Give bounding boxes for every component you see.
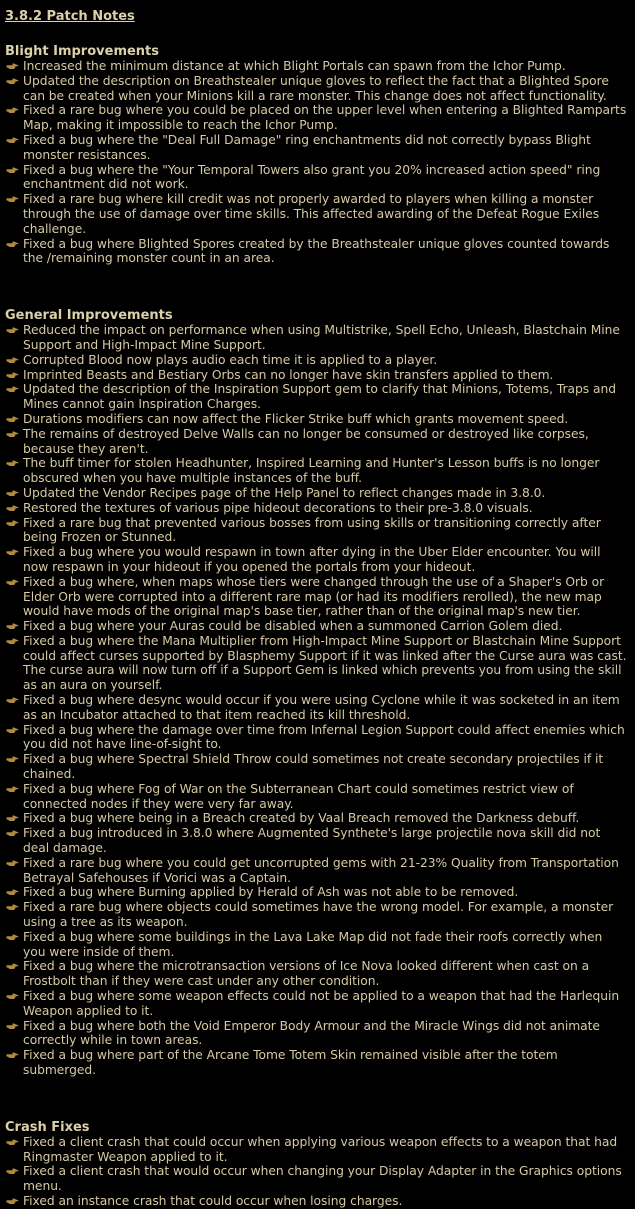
note-text: The remains of destroyed Delve Walls can no longer be consumed or destroyed like corpses, because they aren't. [23,426,589,456]
note-text: Fixed a bug where some buildings in the Lava Lake Map did not fade their roofs correctly when you were inside of them. [23,929,603,959]
note-item [5,1048,627,1078]
note-text: Updated the Vendor Recipes page of the Help Panel to reflect changes made in 3.8.0. [23,485,546,500]
pointing-hand-bullet-icon [6,326,19,335]
pointing-hand-bullet-icon [6,903,19,912]
note-text: Fixed a bug where being in a Breach created by Vaal Breach removed the Darkness debuff. [23,811,580,826]
notes-list [5,323,627,1078]
note-item [5,693,627,723]
note-text: Updated the description of the Inspiration Support gem to clarify that Minions, Totems, Traps and Mines cannot gain Inspiration Charges. [23,382,616,412]
note-item [5,723,627,753]
section-crash [5,1120,627,1209]
note-item [5,59,627,74]
note-item [5,856,627,886]
pointing-hand-bullet-icon [6,77,19,86]
note-item [5,516,627,546]
pointing-hand-bullet-icon [6,785,19,794]
note-text: Fixed a bug where desync would occur if you were using Cyclone while it was socketed in an item as an Incubator attached to that item reached its kill threshold. [23,693,620,722]
note-item [5,782,627,812]
pointing-hand-bullet-icon [6,1138,19,1147]
note-text: Durations modifiers can now affect the Flicker Strike buff which grants movement speed. [23,411,569,426]
note-text: Increased the minimum distance at which Blight Portals can spawn from the Ichor Pump. [23,59,566,73]
section-blight [5,44,627,266]
pointing-hand-bullet-icon [6,430,19,439]
pointing-hand-bullet-icon [6,888,19,897]
note-text: Fixed a bug where Fog of War on the Subterranean Chart could sometimes restrict view of connected nodes if they were very far away. [23,781,574,811]
note-text: Restored the textures of various pipe hideout decorations to their pre-3.8.0 visuals. [23,500,533,515]
pointing-hand-bullet-icon [6,489,19,498]
note-item [5,811,627,826]
note-text: Fixed a rare bug where kill credit was not properly awarded to players when killing a monster through the use of damage over time skills. This affected awarding of the Defeat Rogue Exiles challenge. [23,192,600,236]
pointing-hand-bullet-icon [6,1022,19,1031]
note-item [5,1019,627,1049]
note-item [5,133,627,163]
pointing-hand-bullet-icon [6,519,19,528]
note-item [5,192,627,236]
section-general [5,308,627,1078]
note-item [5,1164,627,1194]
pointing-hand-bullet-icon [6,106,19,115]
note-text: Fixed a rare bug where you could be placed on the upper level when entering a Blighted Ramparts Map, making it impossible to reach the Ichor Pump. [23,103,627,133]
pointing-hand-bullet-icon [6,385,19,394]
note-item [5,427,627,457]
note-item [5,989,627,1019]
note-text: Fixed a bug where Spectral Shield Throw could sometimes not create secondary projectiles if it chained. [23,752,604,782]
note-text: Fixed a bug where the microtransaction versions of Ice Nova looked different when cast on a Frostbolt than if they were cast under any other condition. [23,959,590,989]
note-text: Fixed a bug where Blighted Spores created by the Breathstealer unique gloves counted towards the /remaining monster count in an area. [23,236,610,266]
pointing-hand-bullet-icon [6,166,19,175]
note-item [5,353,627,368]
note-item [5,456,627,486]
note-item [5,900,627,930]
note-item [5,103,627,133]
note-text: Fixed a bug where both the Void Emperor Body Armour and the Miracle Wings did not animate correctly while in town areas. [23,1018,600,1048]
note-text: Fixed a bug where, when maps whose tiers were changed through the use of a Shaper's Orb or Elder Orb were corrupted into a different rare map (or had its modifiers rerolled), the new map would have mods of the original map's base tier, rather than of the original map's new tier. [23,574,605,619]
note-item [5,959,627,989]
pointing-hand-bullet-icon [6,356,19,365]
section-heading: General Improvements [5,308,173,324]
note-text: Fixed a bug where the "Deal Full Damage" ring enchantments did not correctly bypass Blight monster resistances. [23,132,591,162]
pointing-hand-bullet-icon [6,548,19,557]
note-text: Fixed a bug where the Mana Multiplier from High-Impact Mine Support or Blastchain Mine Support could affect curses supported by Blasphemy Support if it was linked after the Curse aura was cast. The curse aura will now turn off if a Support Gem is linked which prevents you from using the skill as an aura on yourself. [23,633,627,693]
note-text: Fixed a bug where Burning applied by Herald of Ash was not able to be removed. [23,885,519,900]
pointing-hand-bullet-icon [6,578,19,587]
note-item [5,163,627,193]
note-item [5,545,627,575]
note-item [5,323,627,353]
note-text: Updated the description on Breathstealer unique gloves to reflect the fact that a Blighted Spore can be created when your Minions kill a rare monster. This change does not affect functionality. [23,73,609,103]
note-text: Fixed a bug where the "Your Temporal Towers also grant you 20% increased action speed" ring enchantment did not work. [23,162,601,192]
pointing-hand-bullet-icon [6,992,19,1001]
note-text: Fixed a bug where some weapon effects could not be applied to a weapon that had the Harlequin Weapon applied to it. [23,989,620,1018]
pointing-hand-bullet-icon [6,1051,19,1060]
pointing-hand-bullet-icon [6,726,19,735]
pointing-hand-bullet-icon [6,829,19,838]
section-heading: Crash Fixes [5,1119,90,1135]
pointing-hand-bullet-icon [6,755,19,764]
note-text: The buff timer for stolen Headhunter, Inspired Learning and Hunter's Lesson buffs is no longer obscured when you have multiple instances of the buff. [23,456,600,486]
note-item [5,634,627,693]
pointing-hand-bullet-icon [6,962,19,971]
pointing-hand-bullet-icon [6,1197,19,1206]
note-item [5,1135,627,1165]
note-item [5,1194,627,1209]
note-item [5,237,627,267]
pointing-hand-bullet-icon [6,415,19,424]
pointing-hand-bullet-icon [6,504,19,513]
notes-list [5,59,627,266]
pointing-hand-bullet-icon [6,859,19,868]
page-title: 3.8.2 Patch Notes [5,9,135,24]
note-text: Imprinted Beasts and Bestiary Orbs can no longer have skin transfers applied to them. [23,367,554,382]
pointing-hand-bullet-icon [6,240,19,249]
pointing-hand-bullet-icon [6,62,19,71]
pointing-hand-bullet-icon [6,933,19,942]
note-text: Fixed a client crash that would occur when changing your Display Adapter in the Graphics options menu. [23,1164,622,1194]
note-item [5,885,627,900]
note-item [5,619,627,634]
note-item [5,74,627,104]
note-item [5,752,627,782]
note-text: Fixed a rare bug where objects could sometimes have the wrong model. For example, a monster using a tree as its weapon. [23,900,614,930]
note-text: Fixed a rare bug where you could get uncorrupted gems with 21-23% Quality from Transportation Betrayal Safehouses if Vorici was a Captain. [23,855,619,885]
pointing-hand-bullet-icon [6,696,19,705]
note-text: Fixed a bug where you would respawn in town after dying in the Uber Elder encounter. You will now respawn in your hideout if you opened the portals from your hideout. [23,545,601,574]
pointing-hand-bullet-icon [6,371,19,380]
note-text: Fixed a bug introduced in 3.8.0 where Augmented Synthete's large projectile nova skill did not deal damage. [23,826,601,856]
pointing-hand-bullet-icon [6,1167,19,1176]
note-item [5,575,627,619]
note-item [5,501,627,516]
note-text: Corrupted Blood now plays audio each time it is applied to a player. [23,352,438,367]
note-item [5,382,627,412]
note-text: Fixed a bug where your Auras could be disabled when a summoned Carrion Golem died. [23,619,563,634]
pointing-hand-bullet-icon [6,637,19,646]
note-text: Fixed a bug where the damage over time from Infernal Legion Support could affect enemies which you did not have line-of-sight to. [23,722,625,752]
note-text: Fixed a bug where part of the Arcane Tome Totem Skin remained visible after the totem submerged. [23,1048,558,1077]
note-item [5,930,627,960]
note-item [5,486,627,501]
note-item [5,368,627,383]
notes-list [5,1135,627,1209]
pointing-hand-bullet-icon [6,195,19,204]
note-item [5,826,627,856]
note-item [5,412,627,427]
note-text: Fixed an instance crash that could occur when losing charges. [23,1193,403,1208]
pointing-hand-bullet-icon [6,814,19,823]
note-text: Reduced the impact on performance when using Multistrike, Spell Echo, Unleash, Blastchain Mine Support and High-Impact Mine Support. [23,323,620,352]
pointing-hand-bullet-icon [6,622,19,631]
section-heading: Blight Improvements [5,44,160,59]
note-text: Fixed a client crash that could occur when applying various weapon effects to a weapon that had Ringmaster Weapon applied to it. [23,1134,618,1164]
note-text: Fixed a rare bug that prevented various bosses from using skills or transitioning correctly after being Frozen or Stunned. [23,515,601,545]
pointing-hand-bullet-icon [6,459,19,468]
pointing-hand-bullet-icon [6,136,19,145]
